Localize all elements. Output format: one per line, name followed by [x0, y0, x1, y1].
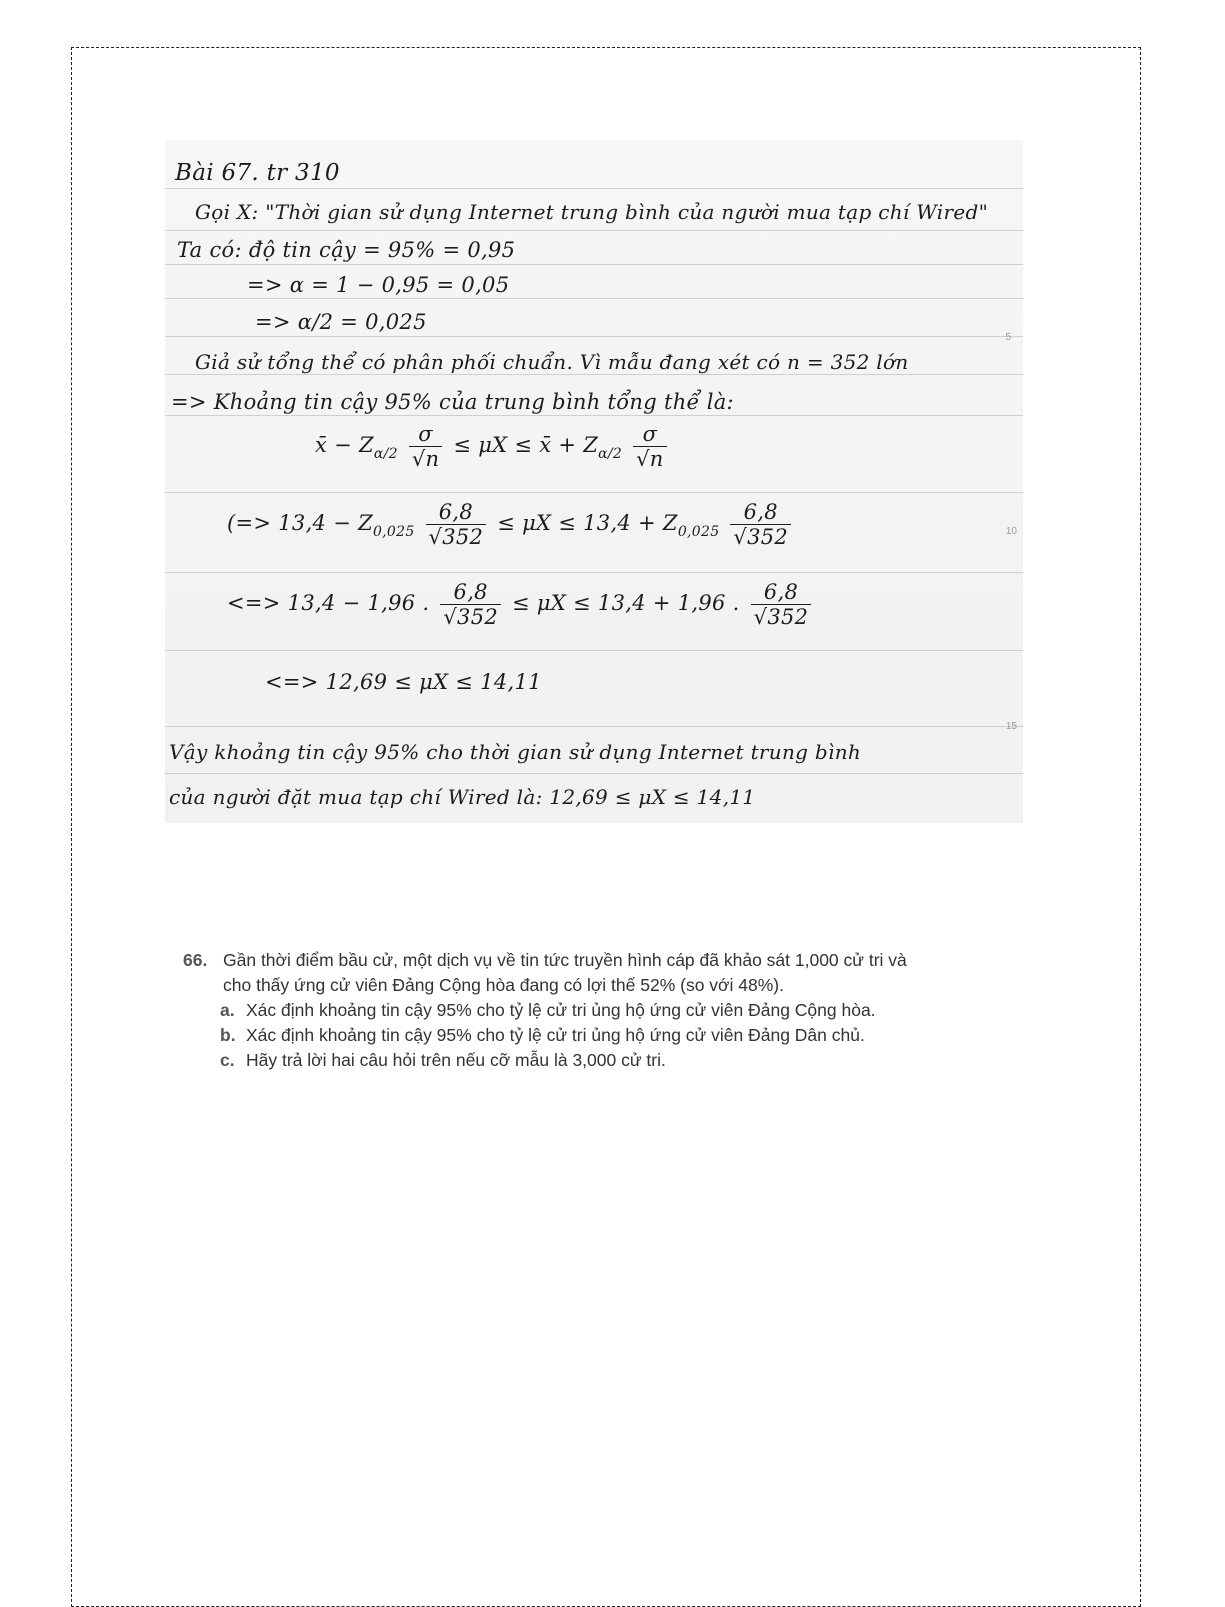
fraction-numerator: 6,8	[426, 500, 487, 525]
item-letter: c.	[220, 1050, 235, 1070]
step-1	[227, 500, 795, 549]
confidence-level: Ta có: độ tin cậy = 95% = 0,95	[177, 238, 516, 262]
formula-fraction	[409, 422, 443, 471]
fraction-denominator: √352	[428, 525, 484, 549]
ruled-line	[165, 415, 1023, 416]
interval-intro: => Khoảng tin cậy 95% của trung bình tổng thể là:	[171, 390, 734, 414]
margin-number: 10	[1005, 526, 1017, 537]
problem-intro-line-1: Gần thời điểm bầu cử, một dịch vụ về tin tức truyền hình cáp đã khảo sát 1,000 cử tri và	[223, 950, 907, 970]
formula-sub: α/2	[373, 446, 398, 462]
step-2	[227, 580, 815, 629]
item-text: Xác định khoảng tin cậy 95% cho tỷ lệ cử tri ủng hộ ứng cử viên Đảng Cộng hòa.	[246, 1000, 876, 1020]
alpha-line: => α = 1 − 0,95 = 0,05	[247, 273, 510, 297]
problem-number: 66.	[183, 950, 208, 970]
exercise-title: Bài 67. tr 310	[175, 160, 340, 186]
fraction-numerator: 6,8	[751, 580, 812, 605]
step2-middle: ≤ μX ≤ 13,4 + 1,96 .	[512, 591, 740, 615]
ruled-line	[165, 572, 1023, 573]
problem-item-a	[183, 998, 1023, 1023]
item-text: Hãy trả lời hai câu hỏi trên nếu cỡ mẫu là 3,000 cử tri.	[246, 1050, 666, 1070]
ruled-line	[165, 298, 1023, 299]
ruled-line	[165, 230, 1023, 231]
step1-prefix: (=> 13,4 − Z	[227, 511, 373, 535]
half-alpha-line: => α/2 = 0,025	[255, 310, 427, 334]
step2-fraction	[751, 580, 812, 629]
problem-intro	[183, 948, 1023, 998]
step2-fraction	[440, 580, 501, 629]
problem-item-c	[183, 1048, 1023, 1073]
step-3: <=> 12,69 ≤ μX ≤ 14,11	[265, 670, 542, 694]
variable-definition: Gọi X: "Thời gian sử dụng Internet trung bình của người mua tạp chí Wired"	[195, 200, 989, 224]
handwritten-solution	[165, 140, 1023, 823]
formula-lhs: x̄ − Z	[315, 433, 374, 457]
fraction-denominator: √352	[733, 525, 789, 549]
item-letter: b.	[220, 1025, 236, 1045]
step1-fraction	[426, 500, 487, 549]
formula-sub: α/2	[598, 446, 623, 462]
ruled-line	[165, 773, 1023, 774]
formula-middle: ≤ μX ≤ x̄ + Z	[453, 433, 599, 457]
fraction-numerator: σ	[633, 422, 667, 447]
formula-fraction	[633, 422, 667, 471]
ruled-line	[165, 188, 1023, 189]
conclusion-line-1: Vậy khoảng tin cậy 95% cho thời gian sử dụng Internet trung bình	[169, 740, 862, 764]
step1-sub: 0,025	[372, 524, 415, 540]
conclusion-line-2: của người đặt mua tạp chí Wired là: 12,69 ≤ μX ≤ 14,11	[169, 785, 756, 809]
fraction-numerator: 6,8	[440, 580, 501, 605]
ruled-line	[165, 336, 1023, 337]
fraction-denominator: √n	[636, 447, 664, 471]
fraction-denominator: √352	[443, 605, 499, 629]
problem-intro-line-2: cho thấy ứng cử viên Đảng Cộng hòa đang có lợi thế 52% (so với 48%).	[223, 975, 784, 995]
step1-middle: ≤ μX ≤ 13,4 + Z	[497, 511, 678, 535]
normality-assumption: Giả sử tổng thể có phân phối chuẩn. Vì mẫu đang xét có n = 352 lớn	[195, 350, 909, 374]
item-text: Xác định khoảng tin cậy 95% cho tỷ lệ cử tri ủng hộ ứng cử viên Đảng Dân chủ.	[246, 1025, 865, 1045]
step1-sub: 0,025	[677, 524, 720, 540]
fraction-denominator: √n	[411, 447, 440, 471]
fraction-numerator: σ	[409, 422, 443, 447]
item-letter: a.	[220, 1000, 235, 1020]
ruled-line	[165, 264, 1023, 265]
problem-item-b	[183, 1023, 1023, 1048]
textbook-problem	[183, 948, 1023, 1073]
fraction-numerator: 6,8	[730, 500, 791, 525]
ruled-line	[165, 374, 1023, 375]
ruled-line	[165, 650, 1023, 651]
margin-number: 5	[1005, 332, 1011, 343]
ruled-line	[165, 726, 1023, 727]
step2-prefix: <=> 13,4 − 1,96 .	[227, 591, 430, 615]
fraction-denominator: √352	[753, 605, 809, 629]
ruled-line	[165, 492, 1023, 493]
margin-number: 15	[1005, 721, 1017, 732]
general-formula	[315, 422, 671, 471]
step1-fraction	[730, 500, 791, 549]
